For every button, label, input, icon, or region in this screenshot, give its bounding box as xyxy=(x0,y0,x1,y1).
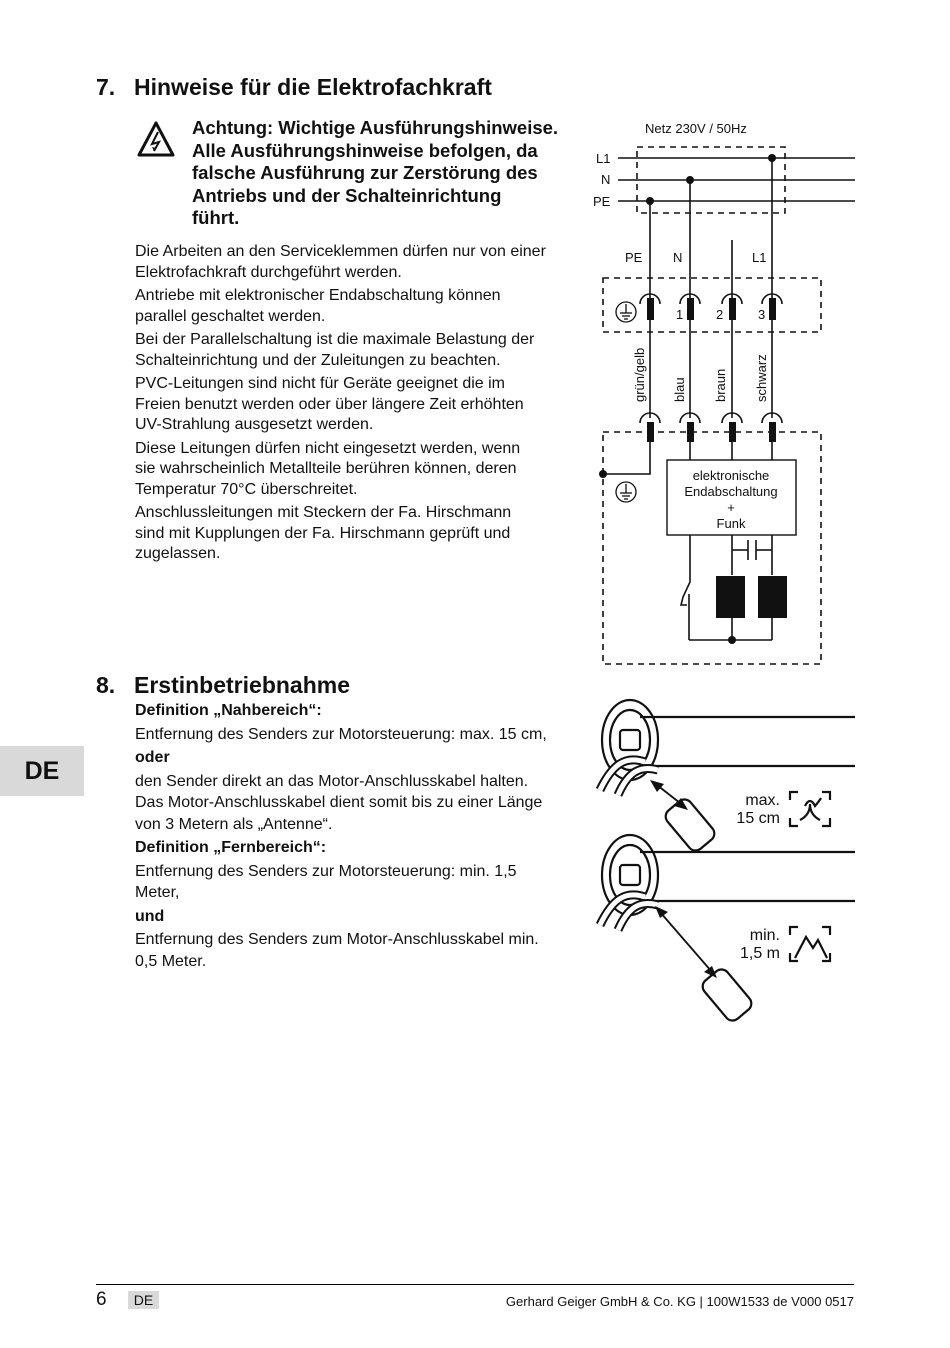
near-range-label: 15 cm xyxy=(736,810,780,827)
text-line: Antriebe mit elektronischer Endabschaltung können xyxy=(135,287,501,304)
text-line: Schalteinrichtung und der Zuleitungen zu beachten. xyxy=(135,351,501,369)
electric-warning-icon xyxy=(136,120,176,158)
paragraph xyxy=(135,242,585,283)
paragraph xyxy=(135,929,585,972)
top-label-n: N xyxy=(673,250,683,265)
wire-color-label: braun xyxy=(713,368,728,402)
section-7-title: Hinweise für die Elektrofachkraft xyxy=(134,74,492,100)
text-line: Meter, xyxy=(135,884,180,901)
far-range-label: min. xyxy=(749,927,780,944)
near-range-label: max. xyxy=(745,792,780,809)
text-line: 0,5 Meter. xyxy=(135,952,207,970)
text-line: PVC-Leitungen sind nicht für Geräte geeignet die im xyxy=(135,375,505,392)
section-7-body xyxy=(135,242,585,568)
text-line: parallel geschaltet werden. xyxy=(135,307,326,325)
or-label: oder xyxy=(135,749,170,766)
text-line: sie wahrscheinlich Metallteile berühren können, deren xyxy=(135,460,517,477)
control-box-line: Funk xyxy=(716,516,746,531)
far-range-label: 1,5 m xyxy=(739,945,780,962)
paragraph xyxy=(135,330,585,371)
page-number: 6 xyxy=(96,1289,107,1310)
section-8-number: 8. xyxy=(96,672,116,698)
warning-text xyxy=(192,117,592,230)
warning-line: Alle Ausführungshinweise befolgen, da xyxy=(192,139,538,161)
text-line: den Sender direkt an das Motor-Anschlusskabel halten. xyxy=(135,772,529,790)
paragraph xyxy=(135,374,585,436)
paragraph xyxy=(135,286,585,327)
warning-line: Antriebs und der Schalteinrichtung xyxy=(192,184,502,206)
text-line: Elektrofachkraft durchgeführt werden. xyxy=(135,263,402,281)
top-label-pe: PE xyxy=(625,250,643,265)
line-label-n: N xyxy=(601,172,611,187)
warning-line: falsche Ausführung zur Zerstörung des xyxy=(192,162,538,183)
text-line: von 3 Metern als „Antenne“. xyxy=(135,815,333,833)
section-8-heading xyxy=(96,672,350,699)
paragraph xyxy=(135,503,585,565)
paragraph xyxy=(135,439,585,501)
warning-line: führt. xyxy=(192,207,240,228)
terminal-number: 3 xyxy=(758,307,766,322)
text-line: Entfernung des Senders zur Motorsteuerung: min. 1,5 xyxy=(135,862,517,880)
control-box-line: Endabschaltung xyxy=(684,484,778,499)
near-definition-text: Entfernung des Senders zur Motorsteuerung: max. 15 cm, xyxy=(135,725,547,743)
footer-language-badge: DE xyxy=(128,1291,159,1309)
near-definition-heading: Definition „Nahbereich“: xyxy=(135,702,322,719)
wire-color-label: blau xyxy=(672,377,687,402)
wire-color-label: grün/gelb xyxy=(632,347,647,402)
section-8-body xyxy=(135,700,585,974)
text-line: Freien benutzt werden oder über längere Zeit erhöhten xyxy=(135,395,524,413)
text-line: Anschlussleitungen mit Steckern der Fa. Hirschmann xyxy=(135,504,512,521)
and-label: und xyxy=(135,907,165,925)
line-label-pe: PE xyxy=(593,194,611,209)
net-label: Netz 230V / 50Hz xyxy=(645,121,747,136)
text-line: Diese Leitungen dürfen nicht eingesetzt werden, wenn xyxy=(135,439,521,457)
wire-color-label: schwarz xyxy=(754,354,769,402)
text-line: zugelassen. xyxy=(135,545,221,562)
control-box-line: elektronische xyxy=(692,468,770,483)
text-line: Das Motor-Anschlusskabel dient somit bis zu einer Länge xyxy=(135,794,543,811)
terminal-number: 2 xyxy=(716,307,724,322)
text-line: sind mit Kupplungen der Fa. Hirschmann geprüft und xyxy=(135,524,511,542)
line-label-l1: L1 xyxy=(596,151,611,166)
footer-divider xyxy=(96,1284,854,1285)
paragraph xyxy=(135,861,585,904)
range-illustration xyxy=(590,695,860,1035)
text-line: Bei der Parallelschaltung ist die maximale Belastung der xyxy=(135,331,535,348)
section-7-number: 7. xyxy=(96,74,116,100)
section-8-title: Erstinbetriebnahme xyxy=(134,672,350,698)
warning-line: Achtung: Wichtige Ausführungshinweise. xyxy=(192,117,559,138)
language-tab: DE xyxy=(0,746,84,796)
text-line: Die Arbeiten an den Serviceklemmen dürfen nur von einer xyxy=(135,243,546,260)
terminal-number: 1 xyxy=(676,307,684,322)
top-label-l1: L1 xyxy=(752,250,767,265)
text-line: Entfernung des Senders zum Motor-Anschlusskabel min. xyxy=(135,931,539,948)
control-box-line: + xyxy=(727,500,735,515)
footer-company: Gerhard Geiger GmbH & Co. KG | 100W1533 de V000 0517 xyxy=(505,1294,854,1309)
text-line: Temperatur 70°C überschreitet. xyxy=(135,480,358,498)
far-definition-heading: Definition „Fernbereich“: xyxy=(135,839,327,856)
section-7-heading xyxy=(96,74,492,101)
text-line: UV-Strahlung ausgesetzt werden. xyxy=(135,416,374,433)
wiring-diagram xyxy=(585,110,865,670)
paragraph xyxy=(135,771,585,836)
